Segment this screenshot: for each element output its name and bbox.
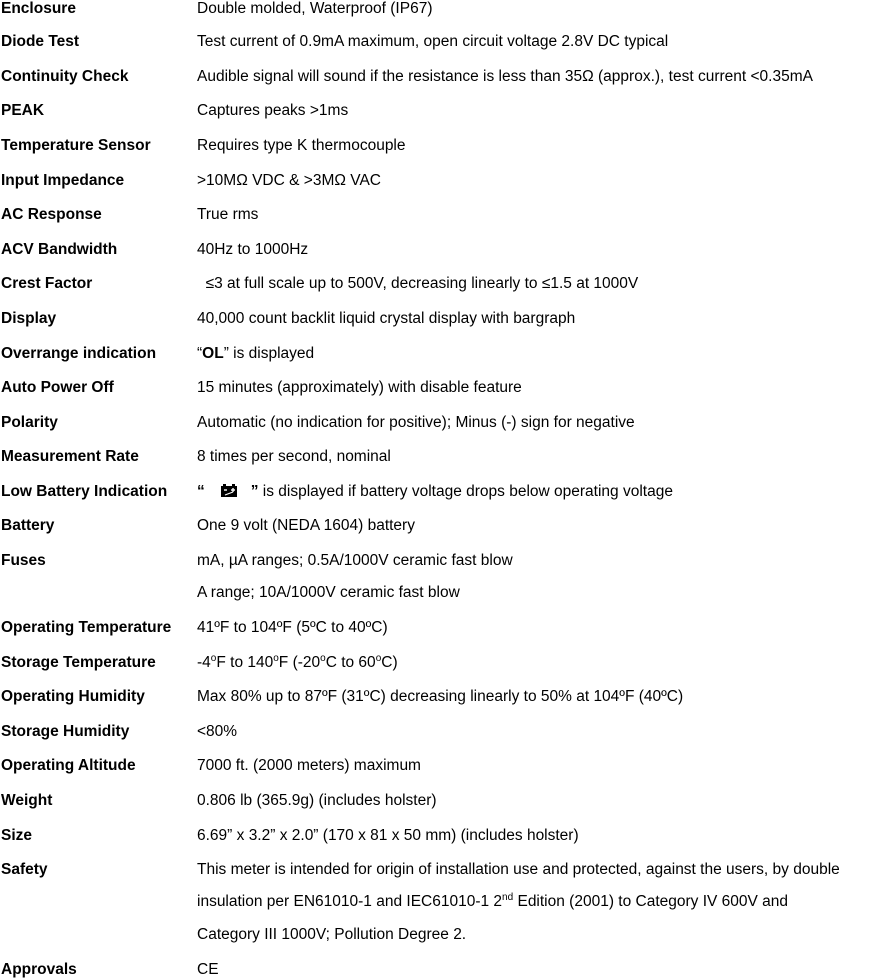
spec-label: Crest Factor	[1, 275, 93, 292]
spec-label: Size	[1, 827, 33, 844]
degree-mark: o	[273, 652, 279, 664]
spec-value: 7000 ft. (2000 meters) maximum	[197, 757, 421, 774]
spec-label: Weight	[1, 792, 53, 809]
spec-label: Operating Altitude	[1, 757, 136, 774]
spec-value	[197, 483, 881, 501]
lowbatt-rest: is displayed if battery voltage drops below operating voltage	[258, 483, 673, 500]
spec-label: Continuity Check	[1, 68, 129, 85]
spec-label: Storage Temperature	[1, 654, 156, 671]
spec-label: Fuses	[1, 552, 46, 569]
ol-text: OL	[202, 345, 224, 362]
value-part: insulation per EN61010-1 and IEC61010-1 2	[197, 893, 503, 910]
value-part: C)	[381, 654, 398, 671]
open-quote: “	[197, 345, 203, 362]
spec-label: Safety	[1, 861, 48, 878]
spec-value: Requires type K thermocouple	[197, 137, 406, 154]
spec-value: True rms	[197, 206, 259, 223]
spec-label: Battery	[1, 517, 55, 534]
spec-value: Captures peaks >1ms	[197, 102, 349, 119]
spec-value-line-2: A range; 10A/1000V ceramic fast blow	[197, 584, 460, 601]
spec-label: Storage Humidity	[1, 723, 130, 740]
spec-label: ACV Bandwidth	[1, 241, 118, 258]
spec-label: Overrange indication	[1, 345, 157, 362]
spec-value: <80%	[197, 723, 238, 740]
spec-value: CE	[197, 961, 219, 978]
degree-mark: o	[210, 652, 217, 664]
spec-value: 40,000 count backlit liquid crystal display with bargraph	[197, 310, 576, 327]
value-part: F to 140	[216, 654, 274, 671]
spec-label: Polarity	[1, 414, 58, 431]
spec-label: Auto Power Off	[1, 379, 114, 396]
spec-value: 0.806 lb (365.9g) (includes holster)	[197, 792, 437, 809]
spec-value-line-1: mA, µA ranges; 0.5A/1000V ceramic fast blow	[197, 552, 513, 569]
battery-icon	[221, 484, 237, 497]
value-part: Edition (2001) to Category IV 600V and	[513, 893, 789, 910]
spec-value	[197, 654, 881, 672]
spec-label: Temperature Sensor	[1, 137, 151, 154]
spec-label: AC Response	[1, 206, 102, 223]
spec-label: Input Impedance	[1, 172, 125, 189]
spec-label: Operating Humidity	[1, 688, 145, 705]
spec-value: 41ºF to 104ºF (5ºC to 40ºC)	[197, 619, 388, 636]
spec-value: Test current of 0.9mA maximum, open circuit voltage 2.8V DC typical	[197, 33, 669, 50]
degree-mark: o	[375, 652, 382, 664]
spec-value: 15 minutes (approximately) with disable feature	[197, 379, 522, 396]
spec-label: Low Battery Indication	[1, 483, 168, 500]
spec-value: 8 times per second, nominal	[197, 448, 391, 465]
spec-label: PEAK	[1, 102, 45, 119]
open-quote: “	[197, 483, 205, 500]
close-quote: ”	[250, 483, 259, 500]
spec-value: >10MΩ VDC & >3MΩ VAC	[197, 172, 381, 189]
spec-value: ≤3 at full scale up to 500V, decreasing linearly to ≤1.5 at 1000V	[197, 275, 639, 292]
spec-label: Operating Temperature	[1, 619, 172, 636]
spec-label: Enclosure	[1, 0, 76, 17]
spec-value-line-1: This meter is intended for origin of installation use and protected, against the users, by double	[197, 861, 840, 878]
spec-label: Approvals	[1, 961, 77, 978]
spec-value: One 9 volt (NEDA 1604) battery	[197, 517, 415, 534]
spec-value-line-2	[197, 893, 881, 911]
spec-label: Display	[1, 310, 57, 327]
spec-value	[197, 345, 881, 363]
value-part: F (-20	[278, 654, 321, 671]
degree-mark: o	[320, 652, 326, 664]
spec-value: Double molded, Waterproof (IP67)	[197, 0, 433, 17]
overrange-rest: ” is displayed	[223, 345, 315, 362]
spec-value: Max 80% up to 87ºF (31ºC) decreasing linearly to 50% at 104ºF (40ºC)	[197, 688, 684, 705]
spec-value-line-3: Category III 1000V; Pollution Degree 2.	[197, 926, 467, 943]
spec-value: 40Hz to 1000Hz	[197, 241, 309, 258]
spec-label: Diode Test	[1, 33, 80, 50]
value-part: -4	[197, 654, 211, 671]
spec-label: Measurement Rate	[1, 448, 139, 465]
spec-value: Audible signal will sound if the resistance is less than 35Ω (approx.), test current <0.35mA	[197, 68, 813, 85]
spec-value: 6.69” x 3.2” x 2.0” (170 x 81 x 50 mm) (includes holster)	[197, 827, 579, 844]
value-part: C to 60	[325, 654, 376, 671]
spec-value: Automatic (no indication for positive); Minus (-) sign for negative	[197, 414, 635, 431]
ordinal-suffix: nd	[502, 891, 514, 903]
